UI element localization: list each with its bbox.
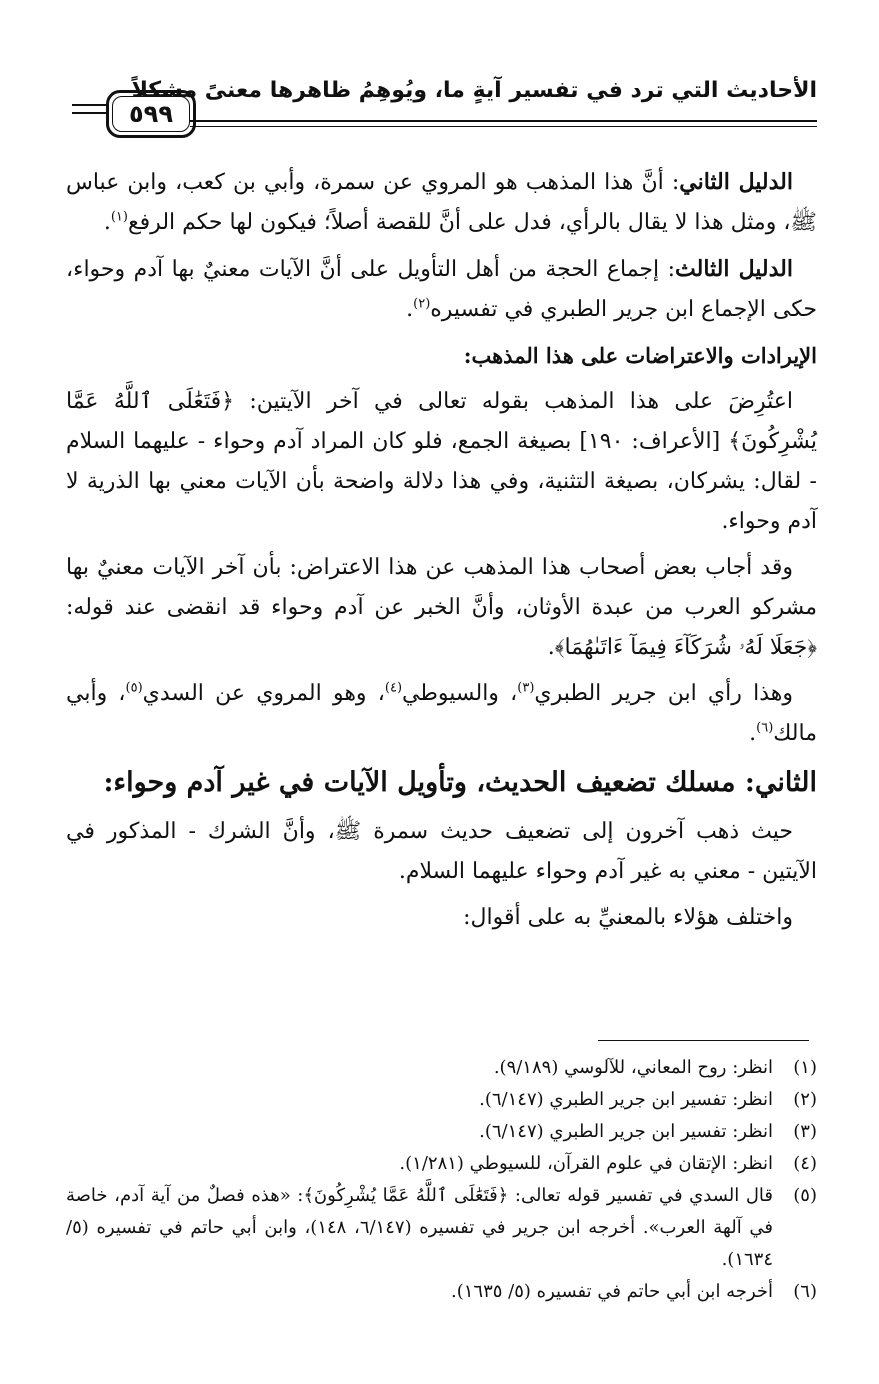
footnote-ref[interactable]: (٣)	[517, 680, 535, 696]
header-rule	[72, 112, 106, 114]
footnote-ref[interactable]: (١)	[110, 209, 128, 225]
paragraph-lead: الدليل الثالث	[675, 256, 793, 282]
footnote-item	[66, 1084, 817, 1116]
main-text	[66, 162, 817, 944]
footnote-text: انظر: روح المعاني، للآلوسي (٩/١٨٩).	[493, 1057, 773, 1078]
footnote-item	[66, 1148, 817, 1180]
paragraph-end: .	[103, 210, 111, 235]
footnote-number: (٢)	[793, 1089, 817, 1110]
paragraph-third-evidence	[66, 249, 817, 330]
paragraph-text: : أنَّ هذا المذهب هو المروي عن سمرة، وأبي بن كعب، وابن عباس ﷺ، ومثل هذا لا يقال بالرأي، فدل على أنَّ للقصة أصلاً؛ فيكون لها حكم الرفع	[66, 170, 817, 235]
paragraph-reply: وقد أجاب بعض أصحاب هذا المذهب عن هذا الاعتراض: بأن آخر الآيات معنيٌ بها مشركو العرب من عبدة الأوثان، وأنَّ الخبر عن آدم وحواء قد انقضى عند قوله: ﴿جَعَلَا لَهُۥ شُرَكَآءَ فِيمَآ ءَاتَىٰهُمَا﴾.	[66, 555, 817, 660]
footnote-item	[66, 1052, 817, 1084]
paragraph-text: ، وهو المروي عن السدي	[142, 681, 385, 706]
footnote-number: (٤)	[793, 1153, 817, 1174]
footnote-ref[interactable]: (٥)	[125, 680, 143, 696]
footnote-item	[66, 1180, 817, 1276]
footnote-text: انظر: تفسير ابن جرير الطبري (٦/١٤٧).	[479, 1089, 773, 1110]
footnote-number: (٣)	[793, 1121, 817, 1142]
paragraph-end: .	[749, 721, 757, 746]
footnote-text: انظر: تفسير ابن جرير الطبري (٦/١٤٧).	[479, 1121, 773, 1142]
section-heading: الثاني: مسلك تضعيف الحديث، وتأويل الآيات في غير آدم وحواء:	[103, 767, 817, 798]
section-subheading: الإيرادات والاعتراضات على هذا المذهب:	[463, 343, 817, 368]
header-underline	[190, 126, 817, 127]
header-rule	[72, 104, 106, 106]
footnote-item	[66, 1116, 817, 1148]
paragraph-text: ، والسيوطي	[402, 681, 518, 706]
paragraph-lead: الدليل الثاني	[679, 169, 793, 195]
paragraph-weakening: حيث ذهب آخرون إلى تضعيف حديث سمرة ﷺ، وأنَّ الشرك - المذكور في الآيتين - معني به غير آدم وحواء عليهما السلام.	[66, 819, 817, 884]
footnote-ref[interactable]: (٢)	[413, 296, 431, 312]
footnote-ref[interactable]: (٤)	[384, 680, 403, 696]
paragraph-text: ، وأبي مالك	[66, 681, 817, 746]
footnote-ref[interactable]: (٦)	[756, 720, 774, 736]
paragraph-end: .	[406, 297, 414, 322]
footnote-number: (١)	[793, 1057, 817, 1078]
paragraph-objection: اعتُرِضَ على هذا المذهب بقوله تعالى في آخر الآيتين: ﴿فَتَعَٰلَى ٱللَّهُ عَمَّا يُشْرِكُونَ﴾ [الأعراف: ١٩٠] بصيغة الجمع، فلو كان المراد آدم وحواء - عليهما السلام - لقال: يشركان، بصيغة التثنية، وفي هذا دلالة واضحة بأن الآيات معني بها الذرية لا آدم وحواء.	[66, 389, 817, 534]
paragraph-opinions	[66, 674, 817, 754]
page-number: ٥٩٩	[129, 100, 173, 128]
footnote-text: قال السدي في تفسير قوله تعالى: ﴿فَتَعَٰلَى ٱللَّهُ عَمَّا يُشْرِكُونَ﴾: «هذه فصلٌ من آية آدم، خاصة في آلهة العرب». أخرجه ابن جرير في تفسيره (٦/١٤٧، ١٤٨)، وابن أبي حاتم في تفسيره (٥/ ١٦٣٤).	[66, 1185, 774, 1270]
footnotes	[66, 1052, 817, 1308]
paragraph-text: : إجماع الحجة من أهل التأويل على أنَّ الآيات معنيٌ بها آدم وحواء، حكى الإجماع ابن جرير الطبري في تفسيره	[66, 257, 817, 322]
header-underline	[190, 120, 817, 122]
footnote-text: أخرجه ابن أبي حاتم في تفسيره (٥/ ١٦٣٥).	[451, 1281, 773, 1302]
paragraph-sayings-intro: واختلف هؤلاء بالمعنيِّ به على أقوال:	[463, 905, 793, 930]
footnote-text: انظر: الإتقان في علوم القرآن، للسيوطي (١/٢٨١).	[399, 1153, 773, 1174]
footnote-number: (٥)	[793, 1185, 817, 1206]
paragraph-text: وهذا رأي ابن جرير الطبري	[534, 681, 793, 706]
running-header	[72, 78, 817, 148]
footnote-number: (٦)	[793, 1281, 817, 1302]
paragraph-second-evidence	[66, 162, 817, 243]
page-number-frame	[106, 90, 196, 138]
header-title: الأحاديث التي ترد في تفسير آيةٍ ما، ويُوهِمُ ظاهرها معنىً مشكلاً	[131, 78, 817, 103]
footnote-separator	[598, 1040, 809, 1041]
footnote-item	[66, 1276, 817, 1308]
